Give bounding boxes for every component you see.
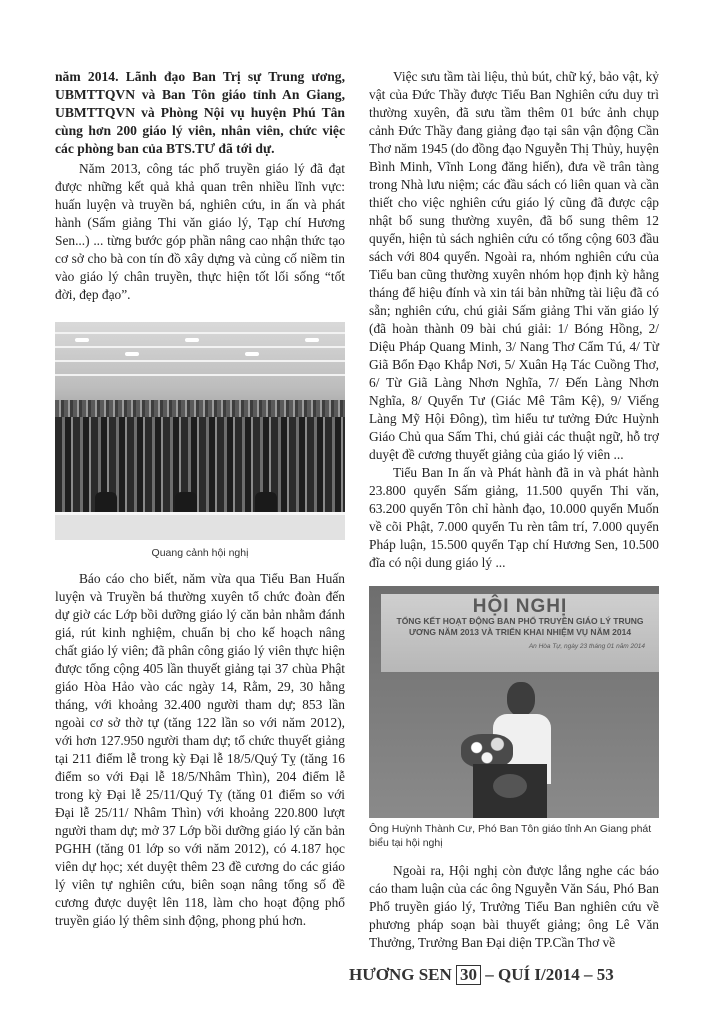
issue-quarter: QUÍ I/2014 (498, 965, 580, 984)
photo-caption: Ông Huỳnh Thành Cư, Phó Ban Tôn giáo tỉnh An Giang phát biểu tại hội nghị (369, 823, 652, 849)
lead-paragraph: năm 2014. Lãnh đạo Ban Trị sự Trung ương, UBMTTQVN và Ban Tôn giáo tỉnh An Giang, UBMTTQVN và Phòng Nội vụ huyện Phú Tân cùng hơn 200 giáo lý viên, nhân viên, chức việc các phòng ban của BTS.TƯ đã tới dự. (55, 69, 345, 156)
body-paragraph: Việc sưu tầm tài liệu, thủ bút, chữ ký, bảo vật, kỷ vật của Đức Thầy được Tiểu Ban Nghiên cứu duy trì thường xuyên, đã sưu tầm thêm 01 bức ảnh chụp cảnh Đức Thầy đang giảng đạo tại sân vận động Cần Thơ năm 1945 (do đồng đạo Nguyễn Thị Thủy, huyện Bình Minh, Vĩnh Long đăng hiến), đưa về trân tàng trong Nhà lưu niệm; các đầu sách có liên quan và cần thiết cho việc nghiên cứu giáo lý cũng đã được cập nhật bổ sung thường xuyên, đã bổ sung thêm 12 quyển, hiện tủ sách nghiên cứu có tổng cộng 603 đầu sách với 804 quyển. Ngoài ra, nhóm nghiên cứu của Tiểu ban cũng thường xuyên nhóm họp định kỳ hằng tháng để hiệu đính và xin tái bản những tài liệu đã có sẵn; nghiên cứu, chú giải Sấm giảng Thi văn giáo lý (đã hoàn thành 09 bài chú giải: 1/ Bóng Hồng, 2/ Diệu Pháp Quang Minh, 3/ Nang Thơ Cẩm Tú, 4/ Từ Giã Bổn Đạo Khắp Nơi, 5/ Xuân Hạ Tác Cuồng Thơ, 6/ Từ Giã Làng Nhơn Nghĩa, 7/ Đến Làng Nhơn Nghĩa, 8/ Quyển Tư (Giác Mê Tâm Kệ), 9/ Viếng Làng Mỹ Hội Đông), tìm hiểu tư tưởng Đức Huỳnh Giáo Chủ qua Sấm Thi, chú giải các thuật ngữ, hỗ trợ duyệt đề cương thuyết giảng của giáo lý viên ... (369, 69, 659, 462)
banner-date: An Hòa Tự, ngày 23 tháng 01 năm 2014 (528, 643, 645, 650)
page-number: 53 (596, 965, 614, 984)
conference-banner (381, 594, 659, 672)
banner-subtitle: TỔNG KẾT HOẠT ĐỘNG BAN PHỔ TRUYỀN GIÁO LÝ TRUNG ƯƠNG NĂM 2013 VÀ TRIỂN KHAI NHIỆM VỤ NĂM 2014 (396, 616, 644, 637)
body-paragraph: Năm 2013, công tác phổ truyền giáo lý đã đạt được những kết quả khả quan trên nhiều lĩnh vực: huấn luyện và truyền bá, nghiên cứu, in ấn và phát hành (Sấm giảng Thi văn giáo lý, Tạp chí Hương Sen...) ... từng bước góp phần nâng cao nhận thức tạo cơ sở cho bà con tín đồ xây dựng và củng cố niềm tin vào giáo lý chân truyền, thực hiện tốt lối sống “tốt đời, đẹp đạo”. (55, 161, 345, 302)
right-column (369, 68, 659, 952)
body-paragraph: Tiểu Ban In ấn và Phát hành đã in và phát hành 23.800 quyển Sấm giảng, 11.500 quyển Thi văn, 63.200 quyển Tôn chỉ hành đạo, 10.000 quyển Muốn về cõi Phật, 7.000 quyển Tu rèn tâm trí, 7.000 quyển Pháp luận, 15.500 quyển Tạp chí Hương Sen, 10.500 đĩa có nội dung giáo lý ... (369, 465, 659, 570)
left-column (55, 68, 345, 930)
body-paragraph: Ngoài ra, Hội nghị còn được lắng nghe các báo cáo tham luận của các ông Nguyễn Văn Sáu, Phó Ban Phổ truyền giáo lý, Trưởng Tiểu Ban nghiên cứu về phương pháp soạn bài thuyết giảng; ông Lê Văn Thưởng, Trưởng Ban Đại diện TP.Cần Thơ về (369, 863, 659, 950)
footer-dash: – (485, 965, 494, 984)
footer-dash: – (584, 965, 593, 984)
photo-caption: Quang cảnh hội nghị (151, 547, 249, 559)
magazine-name: HƯƠNG SEN (349, 965, 452, 984)
issue-number: 30 (456, 965, 481, 985)
body-paragraph: Báo cáo cho biết, năm vừa qua Tiểu Ban Huấn luyện và Truyền bá thường xuyên tổ chức đoàn đến dự giờ các Lớp bồi dưỡng giáo lý căn bản nhằm đánh giá, rút kinh nghiệm, chuẩn bị cho kế hoạch nâng chất giáo lý viên; đã phân công giáo lý viên thực hiện được tổng cộng 405 lần thuyết giảng tại 37 chùa Phật giáo Hòa Hảo vào các ngày 14, Rằm, 29, 30 hằng tháng, với khoảng 32.400 người tham dự; 853 lần ngoài cơ sở thờ tự (tăng 122 lần so với năm 2012), với hơn 127.950 người tham dự; tổ chức thuyết giảng tại 211 điểm lễ trong kỳ Đại lễ 18/5/Quý Tỵ (tăng 16 điểm so với Đại lễ 18/5/Nhâm Thìn), 204 điểm lễ trong kỳ Đại lễ 25/11/Quý Tỵ (tăng 01 điểm so với Đại lễ 25/11/ Nhâm Thìn) với khoảng 220.800 lượt người tham dự; mở 37 Lớp bồi dưỡng giáo lý căn bản PGHH (tăng 01 lớp so với năm 2012), có 4.187 học viên dự học; xét duyệt thêm 23 đề cương do các giáo lý viên tự nghiên cứu, biên soạn nâng tổng số đề cương được duyệt lên 118, làm cho hoạt động phổ truyền giáo lý thêm sinh động, phong phú hơn. (55, 571, 345, 928)
conference-hall-photo (55, 322, 345, 540)
banner-title: HỘI NGHỊ (472, 596, 568, 617)
speaker-photo (369, 586, 659, 818)
page-footer (349, 965, 659, 985)
